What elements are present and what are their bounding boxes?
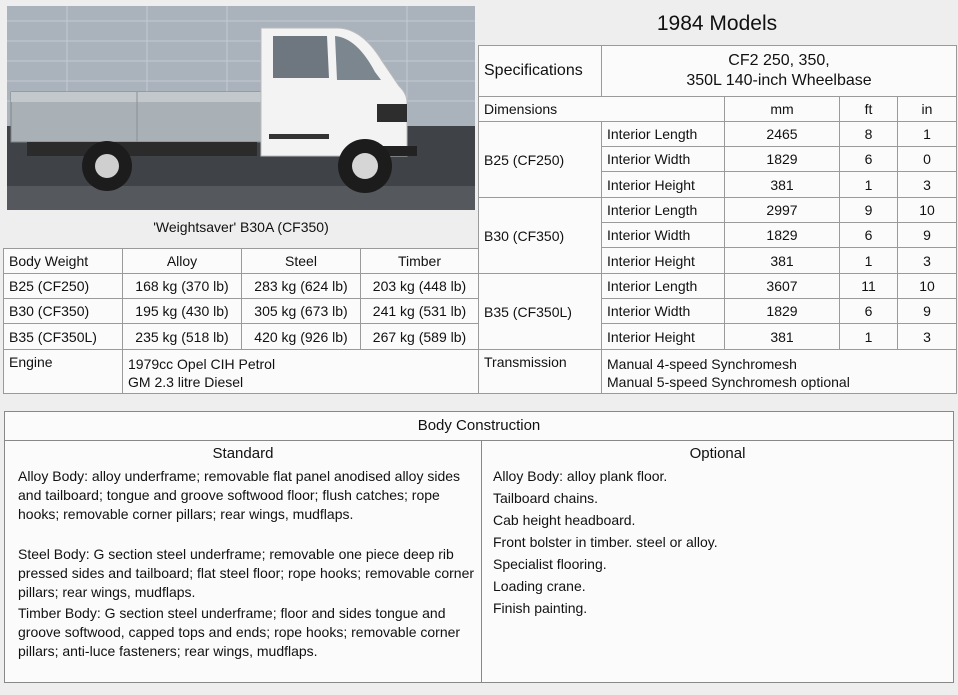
weights-model: B35 (CF350L)	[3, 323, 123, 350]
engine-value	[122, 349, 479, 394]
specifications-label: Specifications	[478, 45, 602, 97]
dimension-mm: 1829	[724, 222, 840, 248]
dimension-in: 9	[897, 298, 957, 324]
dimension-model-b35: B35 (CF350L)	[478, 273, 602, 350]
dimension-in: 3	[897, 171, 957, 198]
dimension-row-name: Interior Width	[601, 298, 725, 324]
dimension-row-name: Interior Length	[601, 273, 725, 299]
weights-model: B25 (CF250)	[3, 273, 123, 299]
column-divider	[481, 441, 482, 682]
dimension-mm: 381	[724, 171, 840, 198]
dimension-mm: 3607	[724, 273, 840, 299]
dimension-ft: 1	[839, 323, 898, 350]
standard-item-timber: Timber Body: G section steel underframe; floor and sides tongue and groove softwood, capped tops and ends; rope hooks; removable corner pillars; anti-luce fasteners; rear wings, mudflaps.	[18, 605, 461, 659]
dimension-in: 9	[897, 222, 957, 248]
optional-title: Optional	[689, 445, 746, 462]
weights-value: 235 kg (518 lb)	[122, 323, 242, 350]
specifications-value	[601, 45, 957, 97]
dimension-mm: 2465	[724, 121, 840, 147]
specifications-value-line1: CF2 250, 350,	[728, 52, 830, 69]
weights-value: 305 kg (673 lb)	[241, 298, 361, 324]
transmission-value	[601, 349, 957, 394]
dimension-ft: 11	[839, 273, 898, 299]
weights-header: Steel	[241, 248, 361, 274]
weights-value: 203 kg (448 lb)	[360, 273, 479, 299]
dimension-row-name: Interior Width	[601, 222, 725, 248]
dimensions-label: Dimensions	[478, 96, 725, 122]
body-construction-title: Body Construction	[5, 412, 953, 441]
weights-value: 241 kg (531 lb)	[360, 298, 479, 324]
specifications-value-line2: 350L 140-inch Wheelbase	[686, 72, 872, 89]
optional-item: Alloy Body: alloy plank floor.	[493, 468, 668, 484]
dimension-mm: 1829	[724, 298, 840, 324]
engine-line2: GM 2.3 litre Diesel	[128, 374, 244, 390]
dimension-in: 10	[897, 197, 957, 223]
dimension-ft: 8	[839, 121, 898, 147]
weights-value: 267 kg (589 lb)	[360, 323, 479, 350]
dimension-mm: 381	[724, 247, 840, 274]
dimension-model-b25: B25 (CF250)	[478, 121, 602, 198]
standard-title: Standard	[212, 445, 274, 462]
dimension-mm: 2997	[724, 197, 840, 223]
dimension-ft: 6	[839, 298, 898, 324]
optional-item: Cab height headboard.	[493, 512, 636, 528]
unit-ft: ft	[839, 96, 898, 122]
optional-item: Loading crane.	[493, 578, 586, 594]
transmission-line2: Manual 5-speed Synchromesh optional	[607, 374, 850, 390]
dimension-in: 10	[897, 273, 957, 299]
standard-item-steel: Steel Body: G section steel underframe; removable one piece deep rib pressed sides and tailboard; flat steel floor; rope hooks; removable corner pillars; rear wings, mudflaps.	[18, 546, 475, 600]
dimension-mm: 381	[724, 323, 840, 350]
truck-illustration	[7, 6, 475, 210]
optional-item: Specialist flooring.	[493, 556, 607, 572]
optional-item: Finish painting.	[493, 600, 588, 616]
unit-in: in	[897, 96, 957, 122]
dimension-ft: 9	[839, 197, 898, 223]
dimension-model-b30: B30 (CF350)	[478, 197, 602, 274]
weights-model: B30 (CF350)	[3, 298, 123, 324]
dimension-row-name: Interior Height	[601, 323, 725, 350]
transmission-line1: Manual 4-speed Synchromesh	[607, 356, 797, 372]
weights-value: 283 kg (624 lb)	[241, 273, 361, 299]
page-title: 1984 Models	[656, 12, 778, 35]
optional-item: Tailboard chains.	[493, 490, 599, 506]
weights-header: Alloy	[122, 248, 242, 274]
standard-item-alloy: Alloy Body: alloy underframe; removable flat panel anodised alloy sides and tailboard; tongue and groove softwood floor; flush catches; rope hooks; removable corner pillars; rear wings, mudflaps.	[18, 468, 461, 522]
dimension-row-name: Interior Height	[601, 171, 725, 198]
photo-caption: 'Weightsaver' B30A (CF350)	[153, 219, 329, 235]
dimension-in: 0	[897, 146, 957, 172]
optional-item: Front bolster in timber. steel or alloy.	[493, 534, 718, 550]
weights-value: 168 kg (370 lb)	[122, 273, 242, 299]
transmission-label: Transmission	[478, 349, 602, 394]
weights-header: Timber	[360, 248, 479, 274]
weights-header: Body Weight	[3, 248, 123, 274]
dimension-row-name: Interior Length	[601, 197, 725, 223]
weights-value: 195 kg (430 lb)	[122, 298, 242, 324]
dimension-in: 1	[897, 121, 957, 147]
unit-mm: mm	[724, 96, 840, 122]
weights-value: 420 kg (926 lb)	[241, 323, 361, 350]
dimension-in: 3	[897, 323, 957, 350]
dimension-ft: 6	[839, 146, 898, 172]
dimension-row-name: Interior Height	[601, 247, 725, 274]
dimension-mm: 1829	[724, 146, 840, 172]
engine-line1: 1979cc Opel CIH Petrol	[128, 356, 276, 372]
body-construction-panel	[4, 411, 954, 683]
dimension-row-name: Interior Width	[601, 146, 725, 172]
truck-photo	[7, 6, 475, 210]
dimension-ft: 1	[839, 171, 898, 198]
dimension-ft: 6	[839, 222, 898, 248]
dimension-ft: 1	[839, 247, 898, 274]
dimension-in: 3	[897, 247, 957, 274]
engine-label: Engine	[3, 349, 123, 394]
dimension-row-name: Interior Length	[601, 121, 725, 147]
